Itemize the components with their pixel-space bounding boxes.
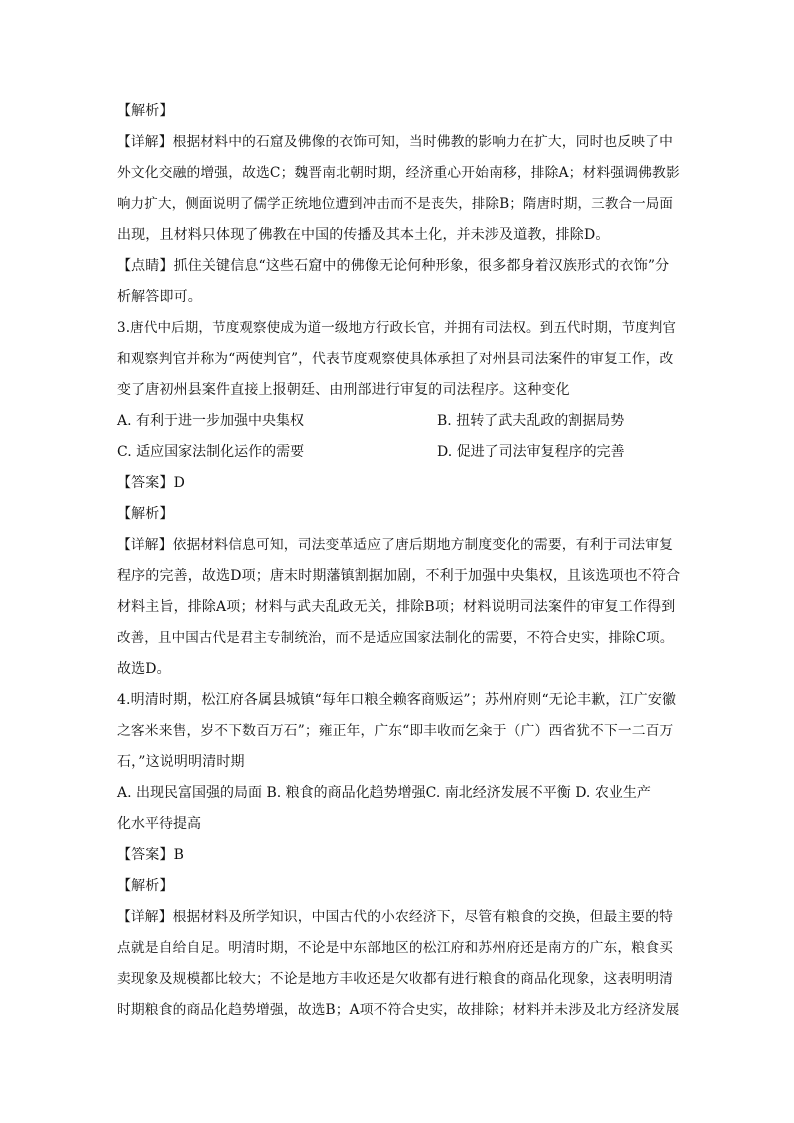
text-line: 和观察判官并称为“两使判官”，代表节度观察使具体承担了对州县司法案件的审复工作，改: [117, 351, 674, 367]
text-line: 响力扩大，侧面说明了儒学正统地位遭到冲击而不是丧失，排除B；隋唐时期，三教合一局面: [117, 196, 674, 212]
text-line: 【详解】根据材料及所学知识，中国古代的小农经济下，尽管有粮食的交换，但最主要的特: [117, 909, 674, 925]
text-line: 点就是自给自足。明清时期，不论是中东部地区的松江府和苏州府还是南方的广东，粮食买: [117, 940, 674, 956]
text-line: 程序的完善，故选D项；唐末时期藩镇割据加剧，不利于加强中央集权，且该选项也不符合: [117, 568, 681, 584]
text-line: 【详解】依据材料信息可知，司法变革适应了唐后期地方制度变化的需要，有利于司法审复: [117, 537, 674, 553]
text-line: 【点睛】抓住关键信息“这些石窟中的佛像无论何种形象，很多都身着汉族形式的衣饰”分: [117, 258, 670, 274]
q3-option-c: C. 适应国家法制化运作的需要: [117, 444, 305, 460]
text-line: 卖现象及规模都比较大；不论是地方丰收还是欠收都有进行粮食的商品化现象，这表明明清: [117, 971, 674, 987]
text-line: 【解析】: [117, 506, 174, 522]
text-line: 材料主旨，排除A项；材料与武夫乱政无关，排除B项；材料说明司法案件的审复工作得到: [117, 599, 676, 615]
text-line: 改善，且中国古代是君主专制统治，而不是适应国家法制化的需要，不符合史实，排除C项。: [117, 630, 674, 646]
document-page: [117, 96, 682, 1026]
text-line: 石，”这说明明清时期: [117, 754, 245, 770]
q3-options-row-2: [117, 437, 682, 468]
text-line: 【详解】根据材料中的石窟及佛像的衣饰可知，当时佛教的影响力在扩大，同时也反映了中: [117, 134, 674, 150]
text-line: 出现，且材料只体现了佛教在中国的传播及其本土化，并未涉及道教，排除D。: [117, 227, 610, 243]
answer-line: 【答案】D: [117, 475, 185, 491]
q3-option-a: A. 有利于进一步加强中央集权: [117, 413, 305, 429]
text-line: 析解答即可。: [117, 289, 202, 305]
q3-option-d: D. 促进了司法审复程序的完善: [437, 444, 625, 460]
text-line: 【解析】: [117, 878, 174, 894]
text-line: 之客米来售，岁不下数百万石”；雍正年，广东“即丰收而乞籴于（广）西省犹不下一二百万: [117, 723, 674, 739]
text-line: 【解析】: [117, 103, 174, 119]
q3-options-row-1: [117, 406, 682, 437]
text-line: 变了唐初州县案件直接上报朝廷、由刑部进行审复的司法程序。这种变化: [117, 382, 570, 398]
question-4-text: 4.明清时期，松江府各属县城镇“每年口粮全赖客商贩运”；苏州府则“无论丰歉，江广安徽: [117, 692, 677, 708]
q4-options-line-2: 化水平待提高: [117, 816, 201, 832]
question-3-text: 3.唐代中后期，节度观察使成为道一级地方行政长官，并拥有司法权。到五代时期，节度判官: [117, 320, 677, 336]
text-line: 外文化交融的增强，故选C；魏晋南北朝时期，经济重心开始南移，排除A；材料强调佛教影: [117, 165, 680, 181]
text-line: 故选D。: [117, 661, 171, 677]
text-line: 时期粮食的商品化趋势增强，故选B；A项不符合史实，故排除；材料并未涉及北方经济发展: [117, 1002, 680, 1018]
answer-line: 【答案】B: [117, 847, 185, 863]
q4-options-line-1: A. 出现民富国强的局面 B. 粮食的商品化趋势增强C. 南北经济发展不平衡 D. 农业生产: [117, 785, 651, 801]
q3-option-b: B. 扭转了武夫乱政的割据局势: [437, 413, 625, 429]
